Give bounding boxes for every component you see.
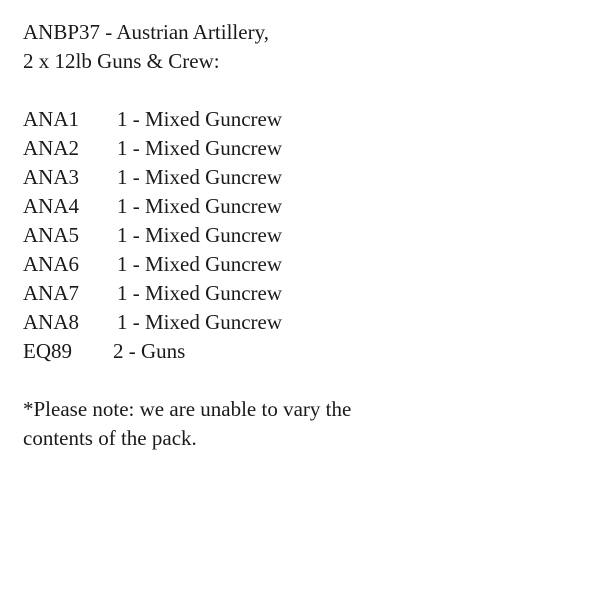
item-code: ANA6 (23, 252, 79, 276)
item-description: 2 - Guns (113, 339, 186, 363)
item-description: 1 - Mixed Guncrew (117, 252, 283, 276)
item-code: ANA5 (23, 223, 79, 247)
item-code: ANA3 (23, 165, 79, 189)
item-code: ANA1 (23, 107, 79, 131)
list-item (23, 337, 583, 366)
list-item (23, 134, 583, 163)
pack-note-line-2: contents of the pack. (23, 426, 197, 450)
item-description: 1 - Mixed Guncrew (117, 165, 283, 189)
pack-title-line-2: 2 x 12lb Guns & Crew: (23, 49, 220, 73)
pack-note (23, 395, 583, 453)
list-item (23, 308, 583, 337)
list-item (23, 221, 583, 250)
item-code: ANA4 (23, 194, 79, 218)
list-item (23, 279, 583, 308)
item-code: ANA8 (23, 310, 79, 334)
item-code: EQ89 (23, 339, 72, 363)
item-description: 1 - Mixed Guncrew (117, 194, 283, 218)
item-code: ANA7 (23, 281, 79, 305)
item-description: 1 - Mixed Guncrew (117, 223, 283, 247)
list-item (23, 163, 583, 192)
list-item (23, 105, 583, 134)
item-description: 1 - Mixed Guncrew (117, 136, 283, 160)
pack-title (23, 18, 583, 76)
list-item (23, 250, 583, 279)
item-code: ANA2 (23, 136, 79, 160)
item-description: 1 - Mixed Guncrew (117, 281, 283, 305)
pack-title-line-1: ANBP37 - Austrian Artillery, (23, 20, 269, 44)
pack-item-list (23, 105, 583, 366)
item-description: 1 - Mixed Guncrew (117, 107, 283, 131)
list-item (23, 192, 583, 221)
pack-note-line-1: *Please note: we are unable to vary the (23, 397, 352, 421)
item-description: 1 - Mixed Guncrew (117, 310, 283, 334)
pack-contents-document (23, 18, 583, 453)
